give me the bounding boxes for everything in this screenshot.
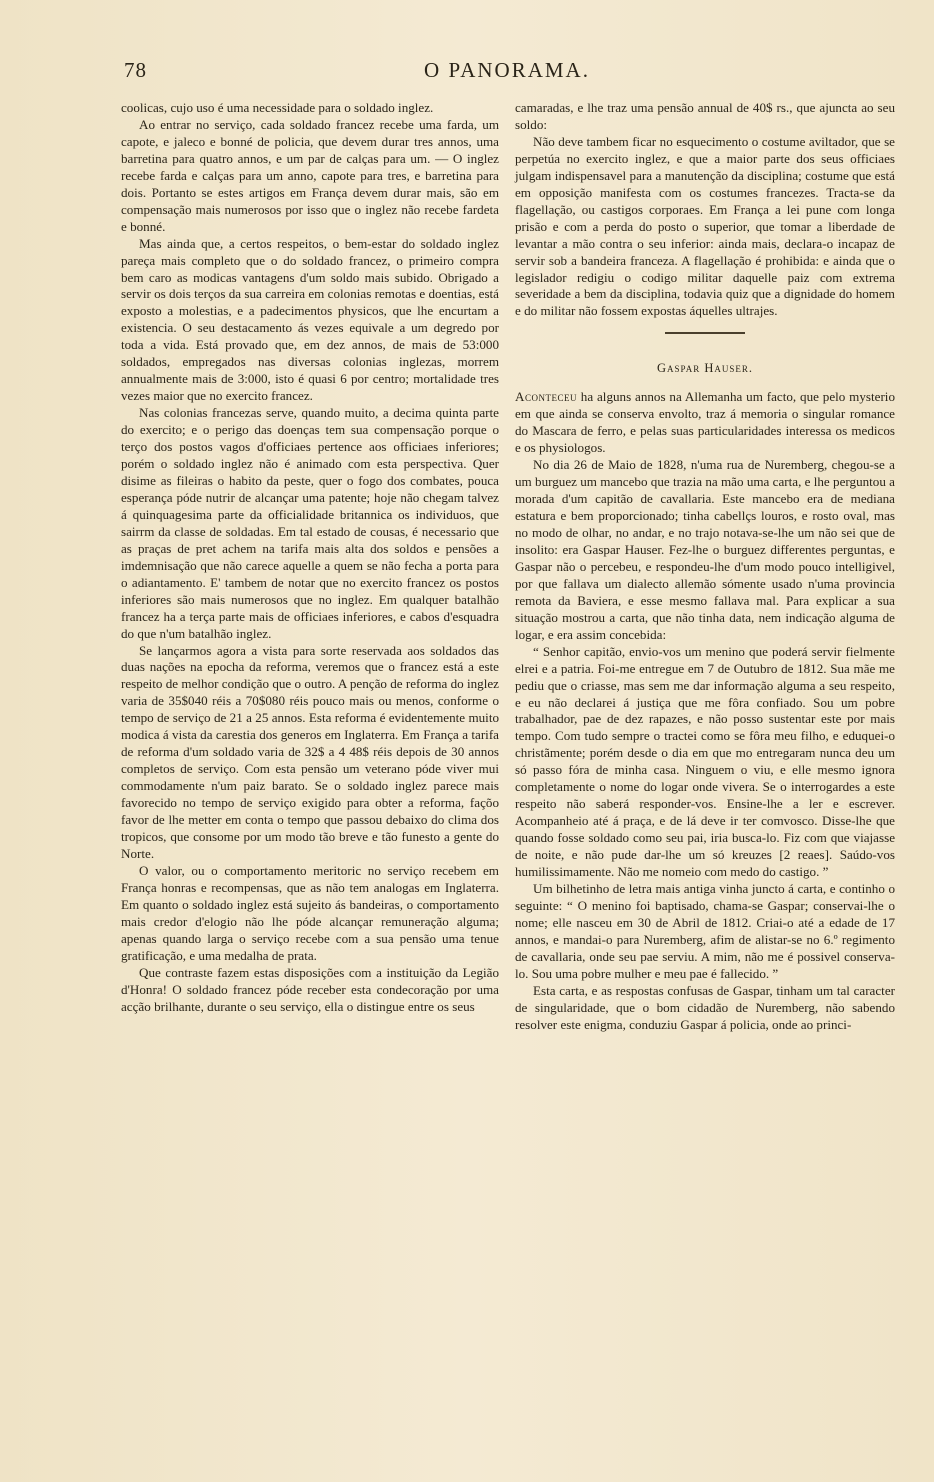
left-column — [121, 100, 499, 1015]
section-heading: Gaspar Hauser. — [657, 361, 753, 376]
paragraph: Ao entrar no serviço, cada soldado francez recebe uma farda, um capote, e jaleco e bonné de policia, que devem durar tres annos, uma barretina para quatro annos, e um par de calças para um. — O inglez recebe farda e calças para um anno, capote para tres, e barretina para dois. Portanto se estes artigos em França devem durar mais, são em compensação mais numerosos por isso que o inglez não recebe fardeta e bonné. — [121, 116, 499, 234]
opening-word: Aconteceu — [515, 389, 577, 405]
paragraph: O valor, ou o comportamento meritoric no serviço recebem em França honras e recompensas, que as não tem analogas em Inglaterra. Em quanto o soldado inglez está sujeito ás bandeiras, o comportamento mais credor d'elogio não lhe póde alcançar remuneração alguma; apenas quando larga o serviço recebe com a sua pensão uma tenue gratificação, e uma medalha de prata. — [121, 862, 499, 963]
paragraph: Se lançarmos agora a vista para sorte reservada aos soldados das duas nações na epocha da reforma, veremos que o francez está a este respeito de melhor condição que o outro. A penção de reforma do inglez varia de 35$040 réis a 70$080 réis pouco mais ou menos, conforme o tempo de serviço de 21 a 25 annos. Esta reforma é evidentemente muito modica á vista da carestia dos generos em Inglaterra. Em França a tarifa de reforma d'um soldado varia de 32$ a 4 48$ réis depois de 30 annos completos de serviço. Com esta pensão um veterano póde viver mui commodamente n'um paiz barato. Se o soldado inglez parece mais favorecido no tempo de serviço exigido para obter a reforma, façõo favor de lhe metter em conta o tempo que passou debaixo do clima dos tropicos, que consome por um modo tão breve e tão funesto a gente do Norte. — [121, 642, 499, 861]
paragraph: Mas ainda que, a certos respeitos, o bem-estar do soldado inglez pareça mais completo que o do soldado francez, o primeiro compra bem caro as modicas vantagens d'um soldo mais subido. Obrigado a servir os dois terços da sua carreira em colonias remotas e doentias, está exposto a molestias, e a padecimentos physicos, que lhe encurtam a existencia. O seu destacamento ás vezes equivale a um degredo por toda a vida. Está provado que, em dez annos, de mais de 53:000 soldados, empregados nas diversas colonias inglezas, morrem annualmente mais de 3:000, isto é quasi 6 por centro; mortalidade tres vezes maior que no exercito francez. — [121, 235, 499, 404]
paragraph: Não deve tambem ficar no esquecimento o costume aviltador, que se perpetúa no exercito inglez, e que a maior parte dos seus officiaes julgam indispensavel para a manutenção da disciplina; costume que está em opposição manifesta com os costumes francezes. Tracta-se da flagellação, ou castigos corporaes. Em França a lei pune com longa prisão e com a perda do posto o superior, que tomar a liberdade de levantar a mão contra o seu inferior: ainda mais, declara-o incapaz de servir sob a bandeira franceza. A flagellação é prohibida: e ainda que o legislador redigiu o codigo militar daquelle paiz com extrema severidade a bem da disciplina, todavia quiz que a dignidade do homem e do militar não fossem expostas áquelles ultrajes. — [515, 133, 895, 319]
paragraph: Que contraste fazem estas disposições com a instituição da Legião d'Honra! O soldado francez póde receber esta condecoração por uma acção brilhante, durante o seu serviço, ella o distingue entre os seus — [121, 964, 499, 1014]
paragraph: camaradas, e lhe traz uma pensão annual de 40$ rs., que ajuncta ao seu soldo: — [515, 100, 895, 132]
opening-text: ha alguns annos na Allemanha um facto, que pelo mysterio em que ainda se conserva envolto, traz á memoria o singular romance do Mascara de ferro, e pelas suas particularidades interessa os medicos e os physiologos. — [515, 389, 895, 456]
right-column — [515, 100, 895, 1034]
paragraph: Um bilhetinho de letra mais antiga vinha juncto á carta, e continho o seguinte: “ O menino foi baptisado, chama-se Gaspar; conservai-lhe o nome; elle nasceu em 30 de Abril de 1812. Criai-o até a edade de 17 annos, e mandai-o para Nuremberg, afim de alistar-se no 6.º regimento de cavallaria, onde seu pae serviu. A mim, não me é possivel conserva-lo. Sou uma pobre mulher e meu pae é fallecido. ” — [515, 880, 895, 981]
paragraph: Esta carta, e as respostas confusas de Gaspar, tinham um tal caracter de singularidade, que o bom cidadão de Nuremberg, não sabendo resolver este enigma, conduziu Gaspar á policia, onde ao princi- — [515, 982, 895, 1032]
running-title: O PANORAMA. — [424, 58, 590, 82]
paragraph: Nas colonias francezas serve, quando muito, a decima quinta parte do exercito; e o perigo das doenças tem sua compensação porque o terço dos postos vagos d'officiaes pertence aos officiaes inferiores; porém o soldado inglez não é animado com esta perspectiva. Quer disime as fileiras o habito da peste, quer o fogo dos combates, pouca esperança póde nutrir de alcançar uma patente; hoje não chegam talvez á quinquagesima parte da officialidade britannica os individuos, que sairrm da classe de soldadas. Em tal estado de cousas, é necessario que as praças de pret achem na tarifa mais alta dos soldos e pensões a imdemnisação que não carece aquelle a quem se não fecha a porta para o adiantamento. E' tambem de notar que no exercito francez os postos inferiores são mais numerosos que no inglez. Em qualquer batalhão francez ha a terça parte mais de officiaes inferiores, e cabos d'esquadra do que n'um batalhão inglez. — [121, 405, 499, 641]
section-divider — [515, 324, 895, 340]
quoted-letter: “ Senhor capitão, envio-vos um menino que poderá servir fielmente elrei e a patria. Foi-me entregue em 7 de Outubro de 1812. Sua mãe me pediu que o criasse, mas sem me dar informação alguma a seu respeito, e eu não declarei á justiça que me fôra confiado. Sou um pobre trabalhador, pae de dez rapazes, e não posso sustentar este por mais tempo. Com tudo sempre o tractei como se fôra meu filho, e eduquei-o christãmente; porém desde o dia em que mo entregaram nunca deu um só passo fóra de minha casa. Ninguem o viu, e elle mesmo ignora completamente o nome do logar onde vivera. Se o interrogardes a este respeito não saberá responder-vos. Ensine-lhe a ler e escrever. Acompanheio até á praça, e de lá deve ir ter comvosco. Disse-lhe que quando fosse soldado como seu pai, iria busca-lo. Fiz com que viajasse de noite, e não pude dar-lhe um só kreuzes [2 reaes]. Saúdo-vos humilissimamente. Não me nomeio com medo do castigo. ” — [515, 643, 895, 880]
paragraph: No dia 26 de Maio de 1828, n'uma rua de Nuremberg, chegou-se a um burguez um mancebo que trazia na mão uma carta, e lhe perguntou a morada d'um capitão de cavallaria. Este mancebo era de mediana estatura e bem proporcionado; tinha cabellçs louros, e rosto oval, mas no modo de olhar, no andar, e no trajo notava-se-lhe um não sei que de insolito: era Gaspar Hauser. Fez-lhe o burguez differentes perguntas, e Gaspar não o percebeu, e respondeu-lhe d'um modo pouco intelligivel, por que fallava um dialecto allemão sómente usado n'uma provincia remota da Baviera, e esse mesmo fallava mal. Para explicar a sua situação mostrou a carta, que não tinha data, nem indicação alguma de logar, e era assim concebida: — [515, 457, 895, 642]
opening-paragraph — [515, 389, 895, 457]
paragraph: coolicas, cujo uso é uma necessidade para o soldado inglez. — [121, 100, 434, 115]
page-number: 78 — [124, 58, 147, 82]
